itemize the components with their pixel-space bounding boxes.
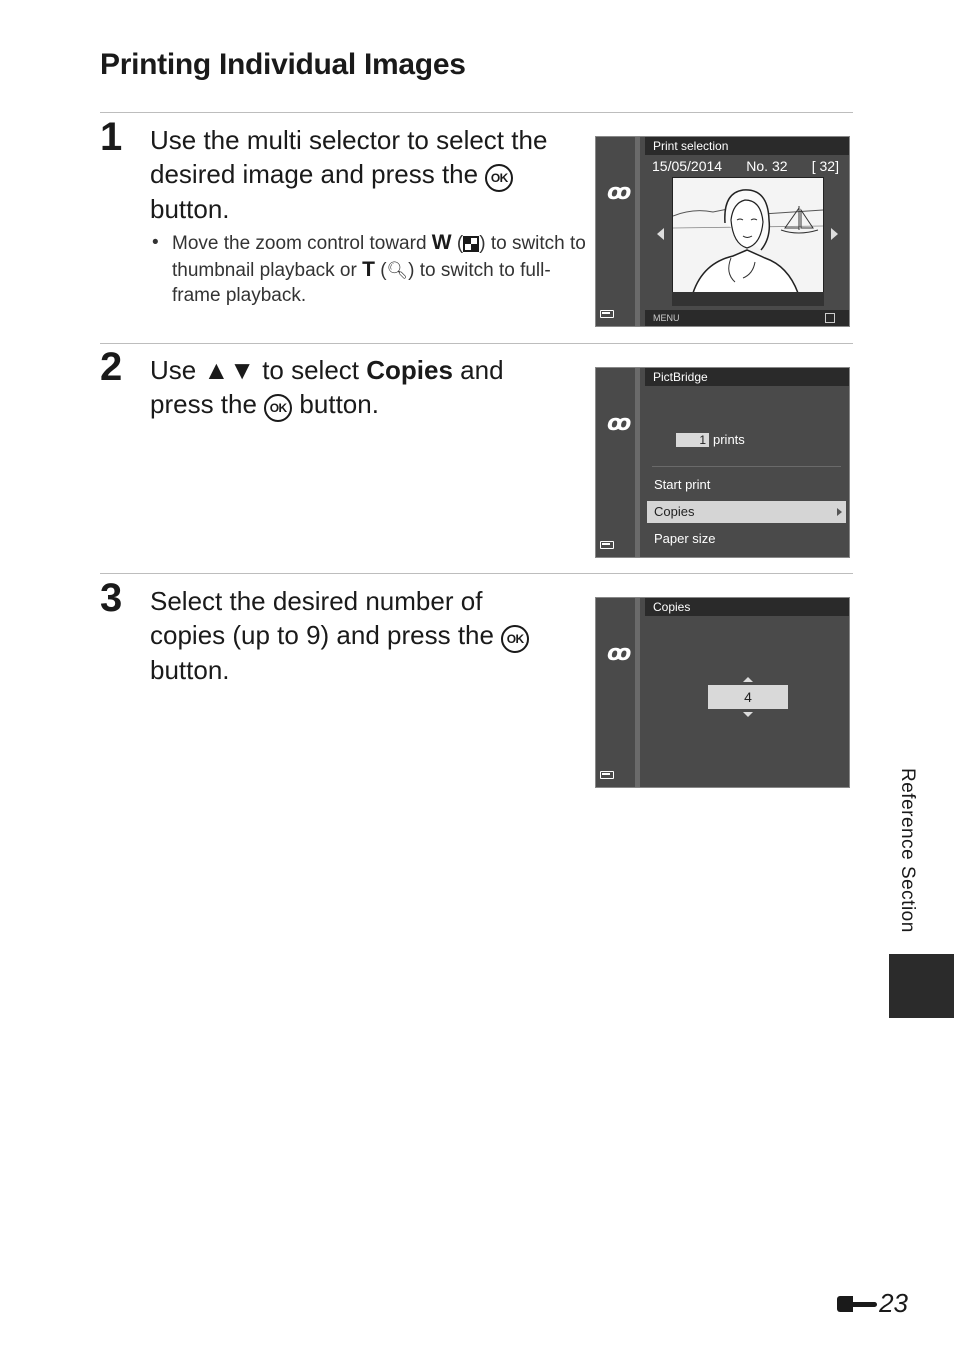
step-2-text-c: and press the [150,355,504,419]
decrease-arrow-icon[interactable] [743,712,753,717]
battery-icon [600,310,614,318]
step-3-text [150,584,560,687]
screen-footer [645,310,849,326]
ok-button-icon: OK [485,164,513,192]
e-section-icon [837,1294,877,1314]
step-2-text-a: Use [150,355,197,385]
image-count: [ 32] [811,158,839,174]
thumbnail-icon [463,236,479,252]
step-3-text-a: Select the desired number of copies (up to 9) and press the [150,586,494,650]
ok-button-icon: OK [501,625,529,653]
up-down-arrows-icon: ▲▼ [203,355,255,385]
step-1-number: 1 [100,115,123,159]
bullet-text-c: ) to switch to full-frame playback. [172,259,551,306]
screen-sidebar [596,598,640,787]
step-2-text-d: button. [299,389,379,419]
bullet-text-a: Move the zoom control toward [172,233,427,254]
step-2-number: 2 [100,345,123,389]
ok-button-icon: OK [264,394,292,422]
zoom-w-label: W [431,231,452,254]
pictbridge-icon: ꝏ [607,179,632,204]
step-2-copies: Copies [366,355,453,385]
pictbridge-icon: ꝏ [607,640,632,665]
step-1-text-a: Use the multi selector to select the desired image and press the [150,125,548,189]
prev-arrow-icon[interactable] [657,228,664,240]
divider [100,343,853,344]
step-1-bullet: • Move the zoom control toward W ( ) to switch to thumbnail playback or T (🔍︎) to switch to full-frame playback. [152,231,586,306]
menu-item-paper-size[interactable]: Paper size [654,531,716,546]
menu-item-copies[interactable]: Copies [647,501,846,523]
step-2-text [150,353,550,422]
menu-label: MENU [653,313,680,323]
portrait-illustration [673,178,823,293]
prints-label: prints [713,432,745,447]
camera-screen-pictbridge [595,367,850,558]
battery-icon [600,771,614,779]
screen-info-row [652,158,839,174]
pictbridge-icon: ꝏ [607,410,632,435]
menu-item-start-print[interactable]: Start print [654,477,711,492]
screen-header: Print selection [645,137,849,155]
side-tab-label: Reference Section [897,768,918,933]
divider [100,573,853,574]
step-1-text [150,123,570,226]
image-date: 15/05/2014 [652,158,723,174]
battery-icon [600,541,614,549]
step-3-text-b: button. [150,655,230,685]
prints-row [676,432,745,447]
camera-screen-print-selection [595,136,850,327]
bullet-text-b: ) to switch to thumbnail playback or [172,233,586,281]
page-title: Printing Individual Images [100,48,466,81]
zoom-t-label: T [362,257,375,281]
screen-header: PictBridge [645,368,849,386]
zoom-icon [825,313,835,323]
image-preview [672,177,824,294]
increase-arrow-icon[interactable] [743,677,753,682]
next-arrow-icon[interactable] [831,228,838,240]
camera-screen-copies [595,597,850,788]
divider [100,112,853,113]
step-2-text-b: to select [262,355,360,385]
screen-header: Copies [645,598,849,616]
step-3-number: 3 [100,576,123,620]
bullet-dot: • [152,232,159,253]
magnify-icon: 🔍︎ [386,260,409,280]
side-tab-block [889,954,954,1018]
screen-sidebar [596,368,640,557]
screen-sidebar [596,137,640,326]
image-number: No. 32 [746,158,788,174]
copies-value[interactable]: 4 [708,685,788,709]
page-number-value: 23 [879,1288,908,1318]
step-1-text-b: button. [150,194,230,224]
prints-count: 1 [676,433,709,447]
image-strip [672,292,824,306]
menu-divider [652,466,841,467]
page-number [837,1288,908,1319]
